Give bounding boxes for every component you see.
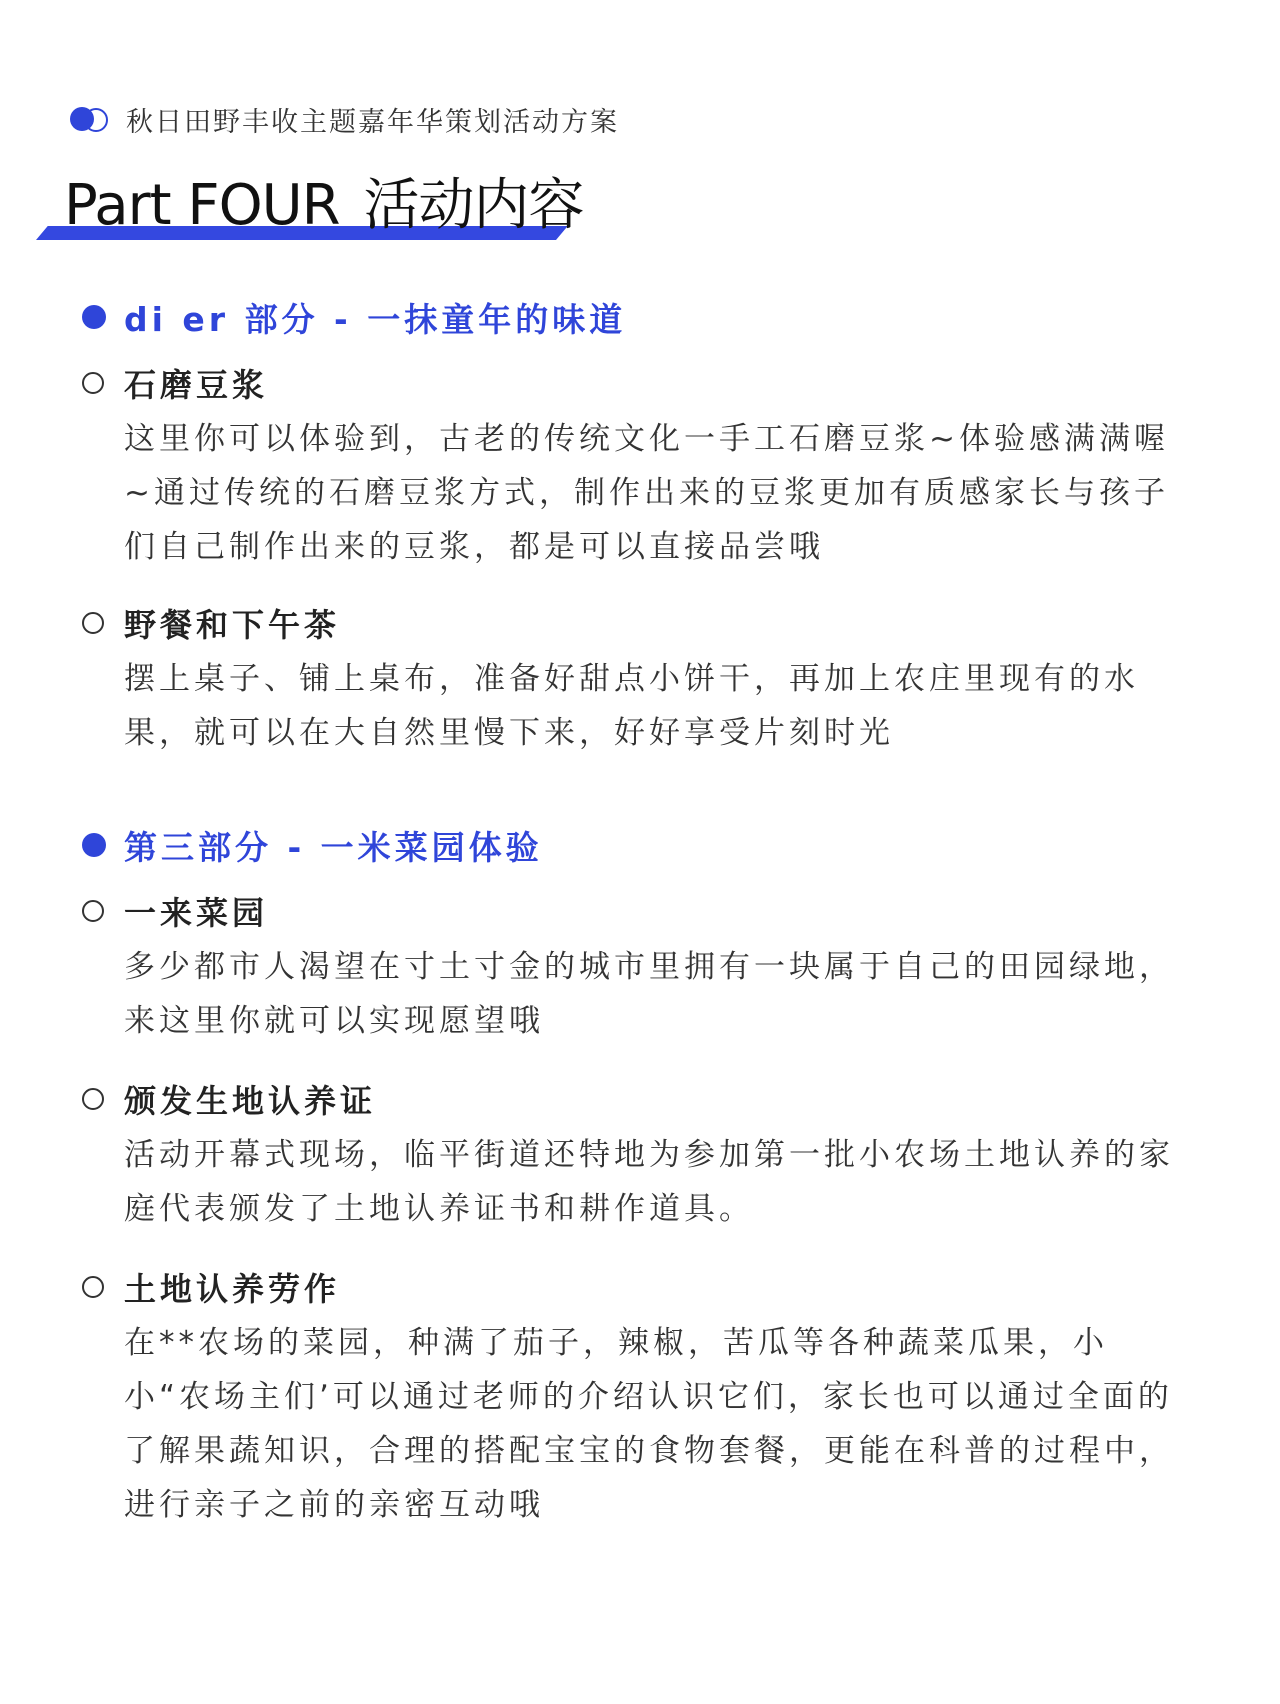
part-title-block (36, 170, 596, 250)
section-title: 第三部分 - 一米菜园体验 (124, 827, 543, 867)
ring-bullet-icon (82, 1276, 104, 1298)
document-header (70, 100, 619, 139)
section-heading-3 (82, 820, 1222, 870)
section-heading-2 (82, 292, 1222, 342)
document-title: 秋日田野丰收主题嘉年华策划活动方案 (126, 107, 619, 138)
part-title (64, 170, 584, 242)
item-title: 颁发生地认养证 (124, 1082, 377, 1120)
part-label: Part FOUR (64, 173, 340, 238)
ring-bullet-icon (82, 372, 104, 394)
item-body: 摆上桌子、铺上桌布，准备好甜点小饼干，再加上农庄里现有的水果，就可以在大自然里慢下来，好好享受片刻时光 (124, 661, 1139, 751)
item-body: 多少都市人渴望在寸土寸金的城市里拥有一块属于自己的田园绿地，来这里你就可以实现愿望哦 (124, 949, 1174, 1039)
section-title: di er 部分 - 一抹童年的味道 (124, 299, 627, 339)
filled-circle-bullet-icon (82, 833, 106, 857)
item-picnic-tea (82, 598, 1222, 760)
item-adoption-certificate (82, 1074, 1222, 1236)
item-title: 石磨豆浆 (124, 366, 269, 404)
part-heading: 活动内容 (363, 173, 584, 238)
item-title: 土地认养劳作 (124, 1270, 341, 1308)
item-title: 野餐和下午茶 (124, 606, 341, 644)
item-garden (82, 886, 1222, 1048)
ring-bullet-icon (82, 1088, 104, 1110)
item-title: 一来菜园 (124, 894, 269, 932)
item-body: 在**农场的菜园，种满了茄子，辣椒，苦瓜等各种蔬菜瓜果，小小“农场主们’可以通过老师的介绍认识它们，家长也可以通过全面的了解果蔬知识，合理的搭配宝宝的食物套餐，更能在科普的过程中，进行亲子之前的亲密互动哦 (124, 1325, 1174, 1523)
ring-bullet-icon (82, 900, 104, 922)
filled-circle-bullet-icon (82, 305, 106, 329)
item-stone-mill-soymilk (82, 358, 1222, 574)
item-body: 活动开幕式现场，临平街道还特地为参加第一批小农场土地认养的家庭代表颁发了土地认养证书和耕作道具。 (124, 1137, 1174, 1227)
ring-bullet-icon (82, 612, 104, 634)
two-circles-logo-icon (70, 107, 112, 133)
item-land-labor (82, 1262, 1222, 1532)
item-body: 这里你可以体验到，古老的传统文化一手工石磨豆浆~体验感满满喔~通过传统的石磨豆浆方式，制作出来的豆浆更加有质感家长与孩子们自己制作出来的豆浆，都是可以直接品尝哦 (124, 421, 1169, 565)
